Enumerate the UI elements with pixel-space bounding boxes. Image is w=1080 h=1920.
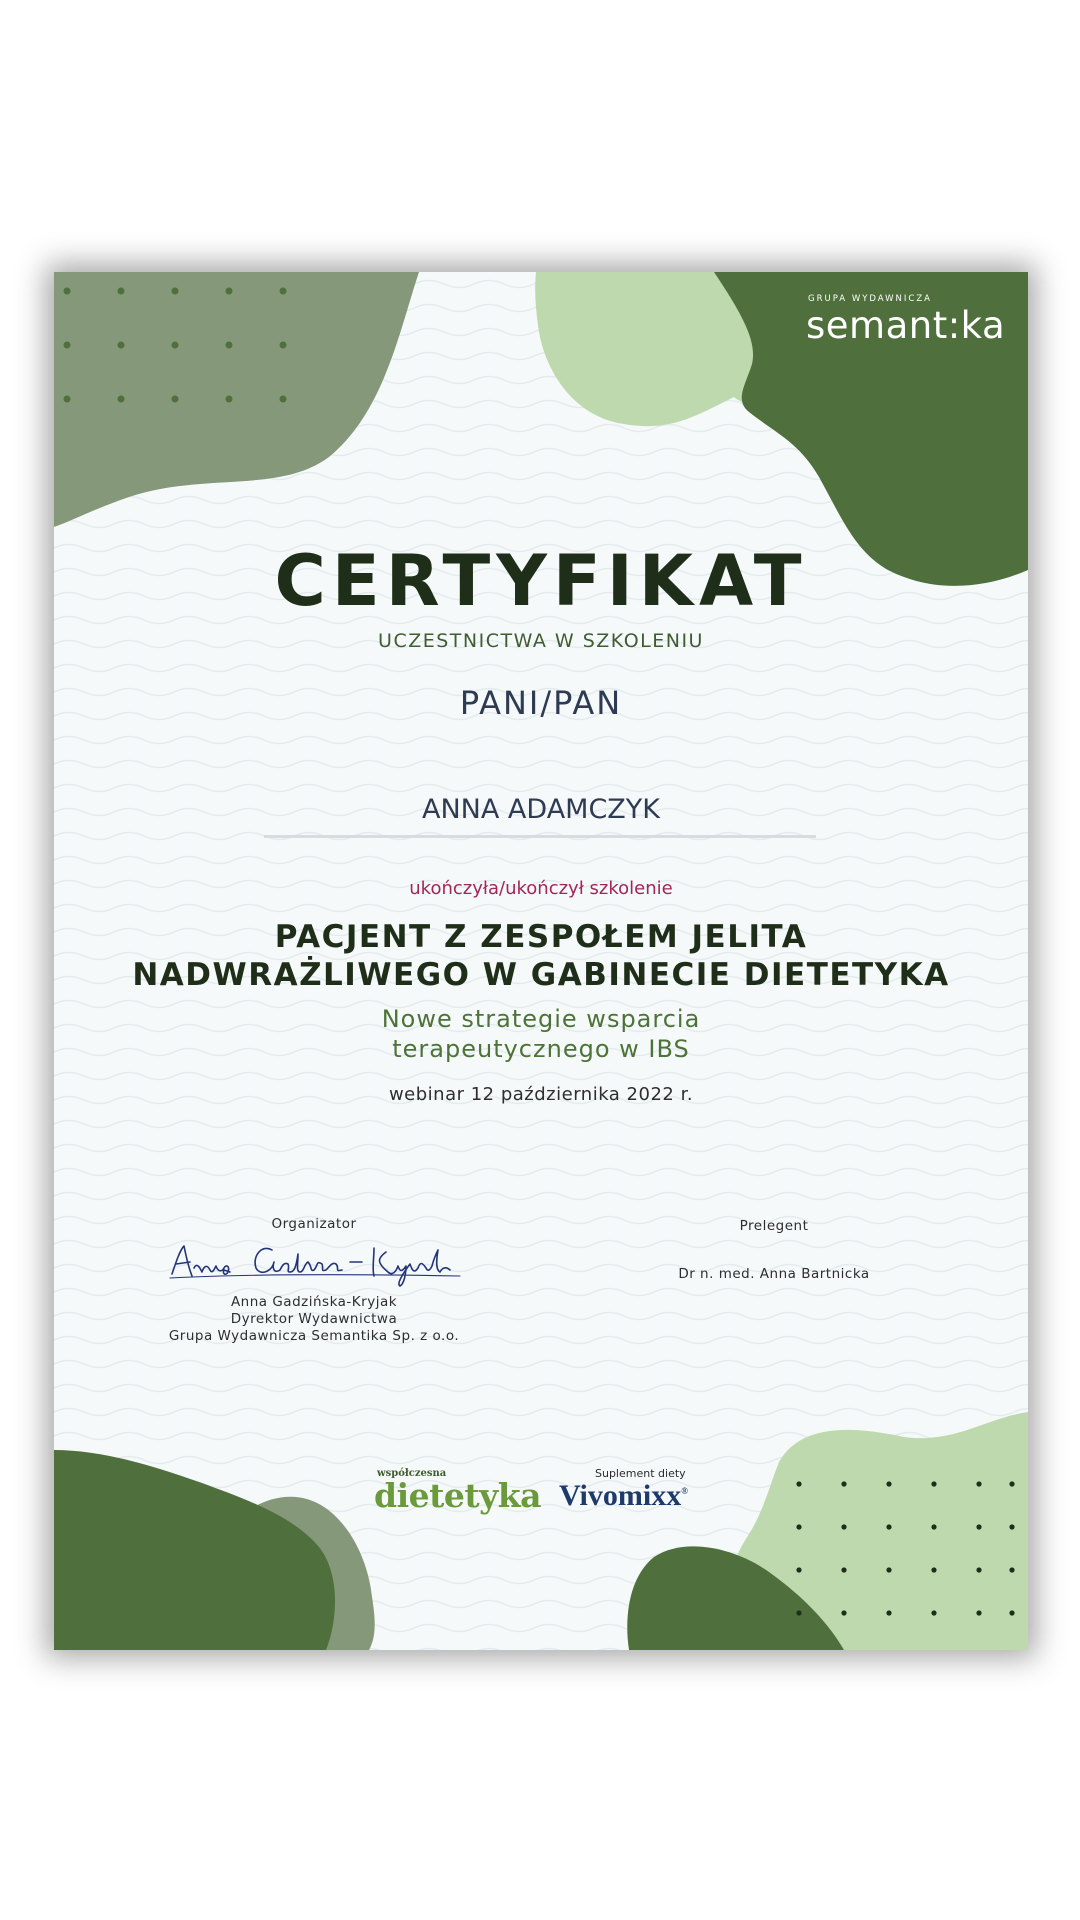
vivomixx-logo-word: Vivomixx xyxy=(559,1479,682,1512)
course-title-line1: PACJENT Z ZESPOŁEM JELITA xyxy=(274,919,808,955)
participant-name: ANNA ADAMCZYK xyxy=(421,794,661,825)
logo-name: semant:ka xyxy=(806,304,1006,347)
organizer-block xyxy=(164,1216,464,1345)
organizer-name: Anna Gadzińska-Kryjak xyxy=(230,1294,398,1310)
course-subtitle-line1: Nowe strategie wsparcia xyxy=(381,1005,701,1033)
certificate-subtitle: UCZESTNICTWA W SZKOLENIU xyxy=(378,630,704,652)
vivomixx-logo xyxy=(559,1467,729,1513)
vivomixx-logo-big xyxy=(559,1479,729,1513)
dietetyka-logo-small: współczesna xyxy=(377,1468,447,1479)
course-date: webinar 12 października 2022 r. xyxy=(388,1084,694,1105)
speaker-block xyxy=(644,1218,904,1282)
certificate-page xyxy=(54,272,1028,1650)
organizer-label: Organizator xyxy=(271,1216,357,1232)
semantika-logo xyxy=(806,294,1006,346)
dietetyka-logo xyxy=(374,1468,544,1515)
course-title-line2: NADWRAŻLIWEGO W GABINECIE DIETETYKA xyxy=(132,957,950,993)
name-underline xyxy=(264,835,816,838)
speaker-name: Dr n. med. Anna Bartnicka xyxy=(678,1266,870,1282)
certificate-title: CERTYFIKAT xyxy=(274,540,808,622)
organizer-role: Dyrektor Wydawnictwa xyxy=(230,1311,398,1327)
organizer-company: Grupa Wydawnicza Semantika Sp. z o.o. xyxy=(168,1328,460,1344)
completed-text: ukończyła/ukończył szkolenie xyxy=(409,878,673,899)
vivomixx-registered-mark: ® xyxy=(681,1486,688,1496)
course-subtitle xyxy=(54,1004,1028,1064)
course-title xyxy=(54,918,1028,994)
vivomixx-logo-small: Suplement diety xyxy=(595,1467,686,1480)
speaker-label: Prelegent xyxy=(739,1218,809,1234)
dietetyka-logo-big: dietetyka xyxy=(374,1476,542,1515)
logo-group-label: GRUPA WYDAWNICZA xyxy=(808,294,932,304)
course-subtitle-line2: terapeutycznego w IBS xyxy=(392,1035,690,1063)
salutation: PANI/PAN xyxy=(459,684,623,722)
organizer-signature xyxy=(164,1232,464,1290)
